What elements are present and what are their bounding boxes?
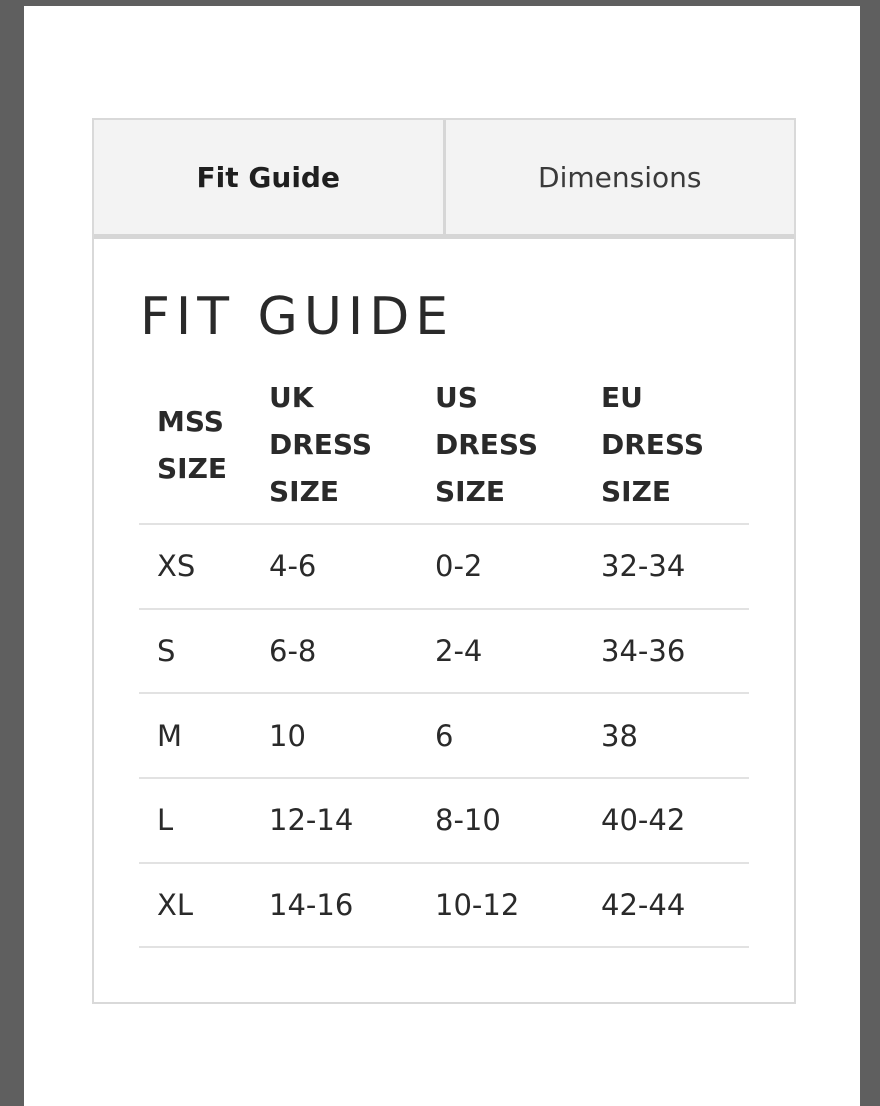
column-header-eu-dress-size xyxy=(583,374,749,524)
cell-eu-size: 32-34 xyxy=(583,524,749,609)
cell-mss-size: M xyxy=(139,693,251,778)
size-guide-panel xyxy=(92,118,796,1004)
cell-uk-size: 4-6 xyxy=(251,524,417,609)
column-header-mss-size xyxy=(139,374,251,524)
tab-fit-guide[interactable]: Fit Guide xyxy=(94,120,443,234)
cell-mss-size: S xyxy=(139,609,251,694)
cell-eu-size: 38 xyxy=(583,693,749,778)
size-guide-modal xyxy=(24,6,860,1106)
header-line: MSS xyxy=(157,404,224,438)
size-table xyxy=(139,374,749,948)
header-line: DRESS xyxy=(269,428,373,461)
column-header-us-dress-size xyxy=(417,374,583,524)
cell-uk-size: 10 xyxy=(251,693,417,778)
header-line: SIZE xyxy=(269,475,340,508)
cell-us-size: 8-10 xyxy=(417,778,583,863)
table-row xyxy=(139,693,749,778)
cell-uk-size: 6-8 xyxy=(251,609,417,694)
table-row xyxy=(139,524,749,609)
cell-mss-size: XS xyxy=(139,524,251,609)
header-line: DRESS xyxy=(601,428,705,461)
header-line: SIZE xyxy=(601,475,672,508)
cell-us-size: 0-2 xyxy=(417,524,583,609)
tab-bar xyxy=(94,120,794,239)
cell-eu-size: 40-42 xyxy=(583,778,749,863)
table-header-row xyxy=(139,374,749,524)
table-row xyxy=(139,778,749,863)
header-line: EU xyxy=(601,381,643,414)
cell-uk-size: 12-14 xyxy=(251,778,417,863)
cell-mss-size: XL xyxy=(139,863,251,948)
table-row xyxy=(139,863,749,948)
cell-eu-size: 42-44 xyxy=(583,863,749,948)
tab-dimensions[interactable]: Dimensions xyxy=(443,120,795,234)
header-line: DRESS xyxy=(435,428,539,461)
header-line: SIZE xyxy=(435,475,506,508)
cell-us-size: 6 xyxy=(417,693,583,778)
cell-us-size: 10-12 xyxy=(417,863,583,948)
column-header-uk-dress-size xyxy=(251,374,417,524)
table-row xyxy=(139,609,749,694)
cell-uk-size: 14-16 xyxy=(251,863,417,948)
header-line: US xyxy=(435,381,478,414)
cell-mss-size: L xyxy=(139,778,251,863)
fit-guide-table-wrap xyxy=(139,374,749,948)
fit-guide-title: FIT GUIDE xyxy=(140,287,455,347)
header-line: UK xyxy=(269,381,314,414)
cell-us-size: 2-4 xyxy=(417,609,583,694)
cell-eu-size: 34-36 xyxy=(583,609,749,694)
header-line: SIZE xyxy=(157,451,228,485)
